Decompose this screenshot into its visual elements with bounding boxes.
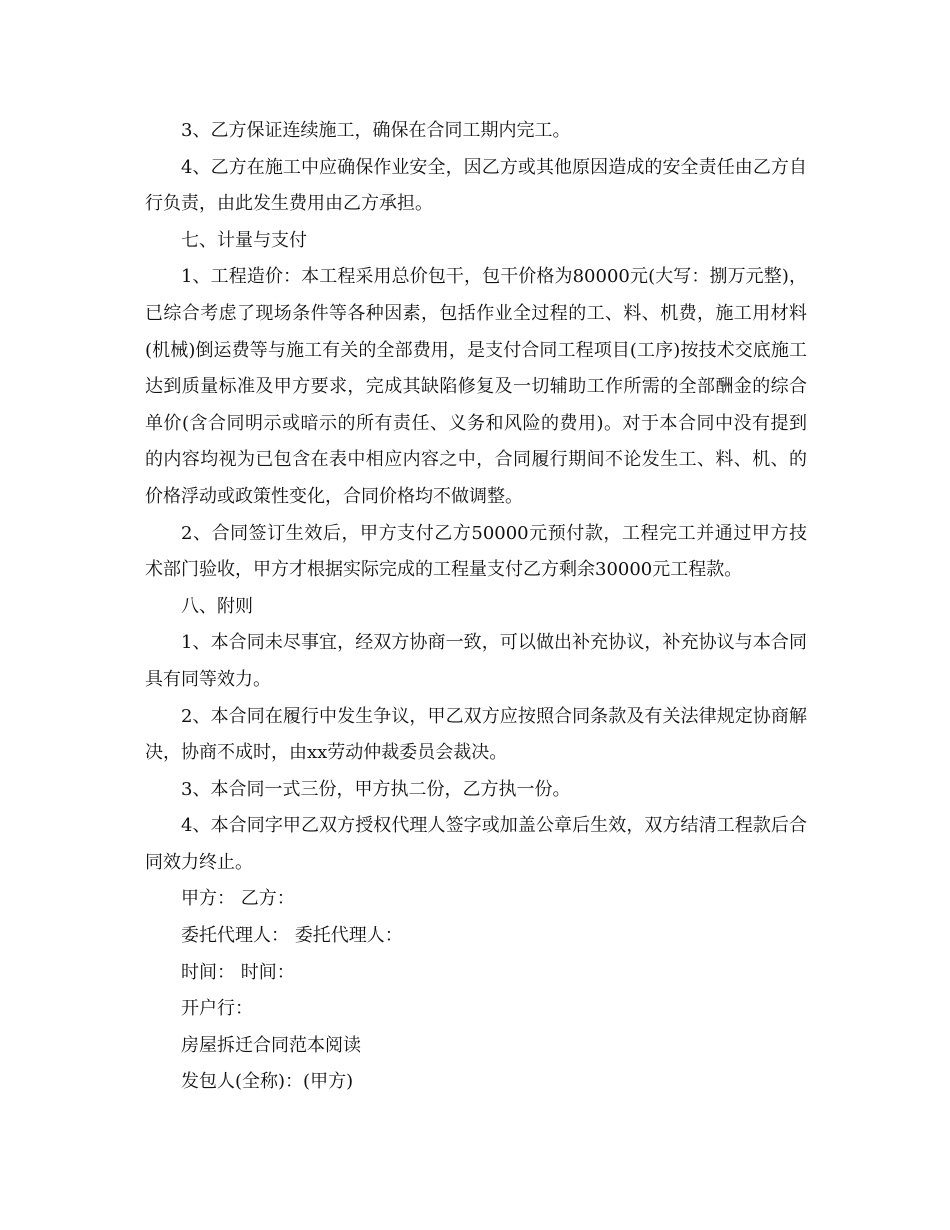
provision-2-dispute-resolution: 2、本合同在履行中发生争议，甲乙双方应按照合同条款及有关法律规定协商解决，协商不成时，由xx劳动仲裁委员会裁决。 [145,705,807,764]
payment-clause-1-project-cost: 1、工程造价：本工程采用总价包干，包干价格为80000元(大写：捌万元整)，已综合考虑了现场条件等各种因素，包括作业全过程的工、料、机费，施工用材料(机械)倒运费等与施工有关的全部费用，是支付合同工程项目(工序)按技术交底施工达到质量标准及甲方要求，完成其缺陷修复及一切辅助工作所需的全部酬金的综合单价(含合同明示或暗示的所有责任、义务和风险的费用)。对于本合同中没有提到的内容均视为已包含在表中相应内容之中，合同履行期间不论发生工、料、机、的价格浮动或政策性变化，合同价格均不做调整。 [145,266,807,507]
clause-4-safety-responsibility: 4、乙方在施工中应确保作业安全，因乙方或其他原因造成的安全责任由乙方自行负责，由此发生费用由乙方承担。 [145,156,807,215]
signature-date-line: 时间： 时间： [181,961,295,983]
provision-1-supplementary-agreement: 1、本合同未尽事宜，经双方协商一致，可以做出补充协议，补充协议与本合同具有同等效力。 [145,632,807,690]
section-heading-supplementary-provisions: 八、附则 [181,595,253,617]
clause-3-continuous-construction: 3、乙方保证连续施工，确保在合同工期内完工。 [181,120,571,141]
provision-3-copies: 3、本合同一式三份，甲方执二份，乙方执一份。 [181,778,571,800]
payment-clause-2-advance-payment: 2、合同签订生效后，甲方支付乙方50000元预付款，工程完工并通过甲方技术部门验收，甲方才根据实际完成的工程量支付乙方剩余30000元工程款。 [145,522,807,581]
provision-4-effectiveness: 4、本合同字甲乙双方授权代理人签字或加盖公章后生效，双方结清工程款后合同效力终止。 [145,815,807,873]
employer-line: 发包人(全称)：(甲方) [181,1071,354,1093]
signature-agent-line: 委托代理人： 委托代理人： [181,925,403,947]
next-document-title: 房屋拆迁合同范本阅读 [181,1034,361,1056]
document-body [145,113,807,1101]
signature-bank-line: 开户行： [181,998,253,1020]
signature-party-line: 甲方： 乙方： [181,888,295,910]
section-heading-measurement-payment: 七、计量与支付 [181,229,307,251]
